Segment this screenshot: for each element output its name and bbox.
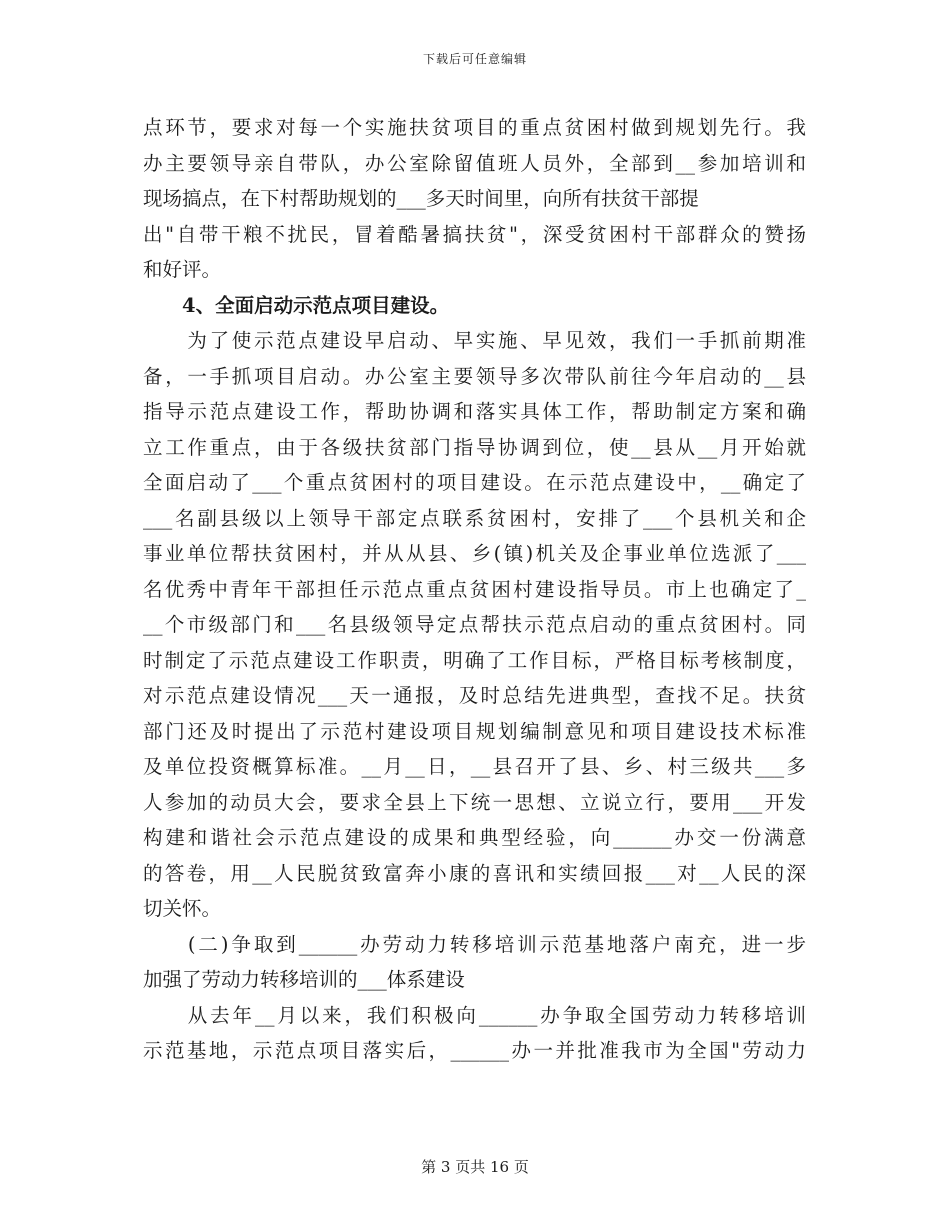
paragraph-line: 加强了劳动力转移培训的___体系建设 [143, 968, 465, 991]
paragraph-line: 备，一手抓项目启动。办公室主要领导多次带队前往今年启动的__县 [143, 364, 806, 388]
section-heading: 4、全面启动示范点项目建设。 [143, 293, 450, 317]
paragraph-line: (二)争取到______办劳动力转移培训示范基地落户南充，进一步 [143, 932, 806, 956]
paragraph-line: 为了使示范点建设早启动、早实施、早见效，我们一手抓前期准 [143, 329, 806, 352]
paragraph-line: 的答卷，用__人民脱贫致富奔小康的喜讯和实绩回报___对__人民的深 [143, 861, 806, 885]
paragraph-line: 和好评。 [143, 258, 222, 281]
paragraph-line: 立工作重点，由于各级扶贫部门指导协调到位，使__县从__月开始就 [143, 435, 806, 459]
paragraph-line: 名优秀中青年干部担任示范点重点贫困村建设指导员。市上也确定了_ [143, 577, 806, 601]
paragraph-line: 人参加的动员大会，要求全县上下统一思想、立说立行，要用___开发 [143, 790, 806, 814]
paragraph-line: 出"自带干粮不扰民，冒着酷暑搞扶贫"，深受贫困村干部群众的赞扬 [143, 222, 806, 246]
paragraph-line: 指导示范点建设工作，帮助协调和落实具体工作，帮助制定方案和确 [143, 400, 806, 423]
paragraph-line: 对示范点建设情况___天一通报，及时总结先进典型，查找不足。扶贫 [143, 684, 806, 707]
paragraph-line: __个市级部门和___名县级领导定点帮扶示范点启动的重点贫困村。同 [143, 613, 806, 636]
paragraph-line: 事业单位帮扶贫困村，并从从县、乡(镇)机关及企事业单位选派了___ [143, 542, 806, 565]
paragraph-line: ___名副县级以上领导干部定点联系贫困村，安排了___个县机关和企 [143, 506, 806, 530]
paragraph-line: 点环节，要求对每一个实施扶贫项目的重点贫困村做到规划先行。我 [143, 116, 806, 139]
paragraph-line: 切关怀。 [143, 897, 222, 920]
paragraph-line: 现场搞点，在下村帮助规划的___多天时间里，向所有扶贫干部提 [143, 187, 699, 210]
page-footer: 第 3 页共 16 页 [421, 1158, 529, 1176]
paragraph-line: 构建和谐社会示范点建设的成果和典型经验，向______办交一份满意 [143, 826, 806, 849]
paragraph-line: 时制定了示范点建设工作职责，明确了工作目标，严格目标考核制度， [143, 648, 806, 672]
paragraph-line: 从去年__月以来，我们积极向______办争取全国劳动力转移培训 [143, 1003, 806, 1027]
document-body [143, 110, 806, 1069]
paragraph-line: 及单位投资概算标准。__月__日，__县召开了县、乡、村三级共___多 [143, 755, 806, 778]
paragraph-line: 示范基地，示范点项目落实后，______办一并批准我市为全国"劳动力 [143, 1039, 806, 1062]
paragraph-line: 全面启动了___个重点贫困村的项目建设。在示范点建设中，__确定了 [143, 471, 806, 494]
paragraph-line: 办主要领导亲自带队，办公室除留值班人员外，全部到__参加培训和 [143, 151, 806, 175]
page-header: 下载后可任意编辑 [422, 52, 527, 66]
paragraph-line: 部门还及时提出了示范村建设项目规划编制意见和项目建设技术标准 [143, 719, 806, 743]
